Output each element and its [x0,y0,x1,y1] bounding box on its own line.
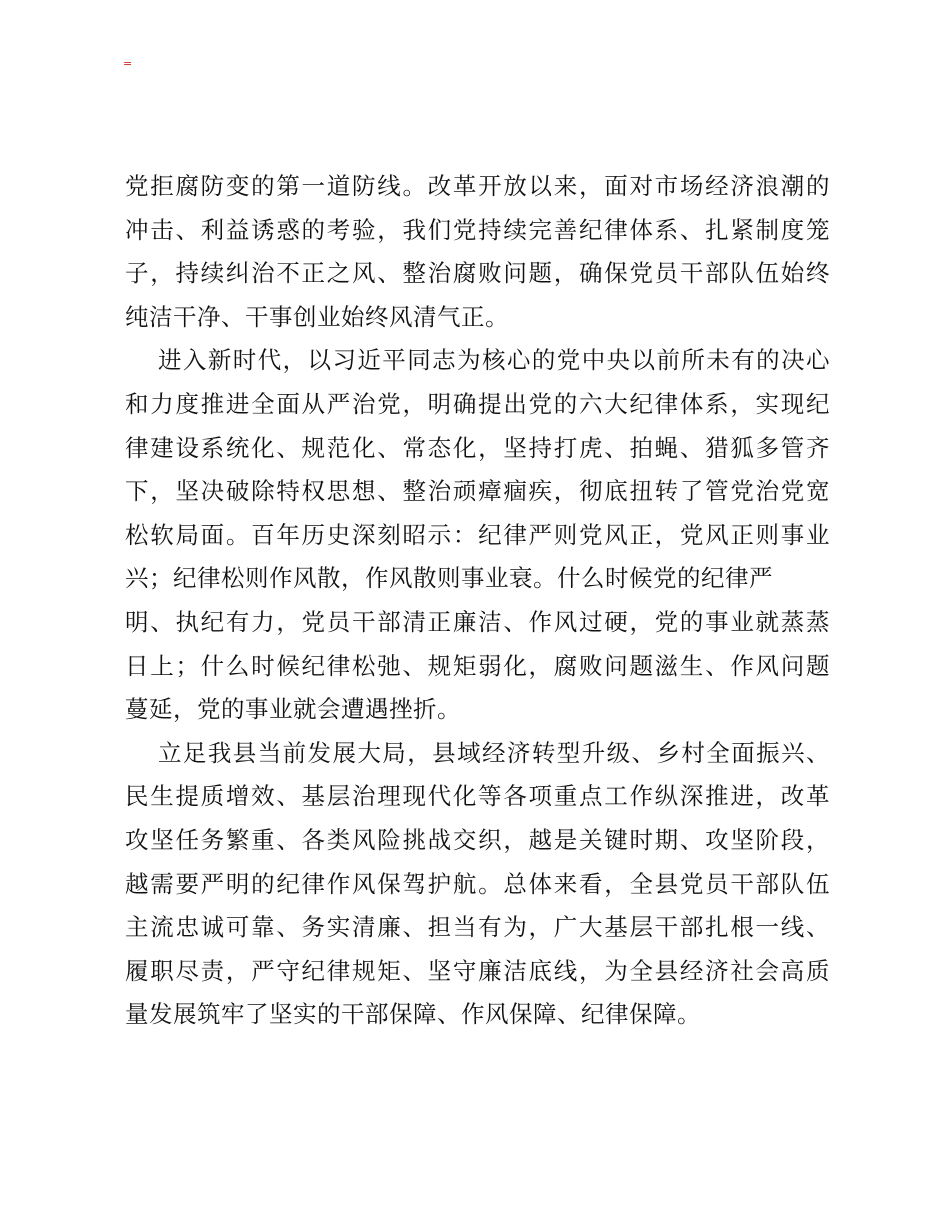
paragraph-county-situation [125,732,830,1037]
text-line: 律建设系统化、规范化、常态化，坚持打虎、拍蝇、猎狐多管齐 [125,433,830,462]
text-line: 履职尽责，严守纪律规矩、坚守廉洁底线，为全县经济社会高质 [125,956,830,985]
text-line: 日上；什么时候纪律松弛、规矩弱化，腐败问题滋生、作风问题 [125,651,830,680]
paragraph-continued [125,165,830,339]
text-line: 民生提质增效、基层治理现代化等各项重点工作纵深推进，改革 [125,782,830,811]
text-line: 冲击、利益诱惑的考验，我们党持续完善纪律体系、扎紧制度笼 [125,215,830,244]
page-marker: = [123,57,133,70]
text-line: 主流忠诚可靠、务实清廉、担当有为，广大基层干部扎根一线、 [125,913,830,942]
text-line: 兴；纪律松则作风散，作风散则事业衰。什么时候党的纪律严 [125,564,773,593]
text-line: 纯洁干净、干事创业始终风清气正。 [125,302,509,331]
text-line: 松软局面。百年历史深刻昭示：纪律严则党风正，党风正则事业 [125,520,830,549]
paragraph-new-era [125,339,830,731]
text-line: 和力度推进全面从严治党，明确提出党的六大纪律体系，实现纪 [125,389,830,418]
text-line: 下，坚决破除特权思想、整治顽瘴痼疾，彻底扭转了管党治党宽 [125,477,830,506]
text-line: 明、执纪有力，党员干部清正廉洁、作风过硬，党的事业就蒸蒸 [125,607,830,636]
text-line: 越需要严明的纪律作风保驾护航。总体来看，全县党员干部队伍 [125,869,830,898]
text-line: 量发展筑牢了坚实的干部保障、作风保障、纪律保障。 [125,1000,701,1029]
text-line: 党拒腐防变的第一道防线。改革开放以来，面对市场经济浪潮的 [125,172,830,200]
text-line: 攻坚任务繁重、各类风险挑战交织，越是关键时期、攻坚阶段， [125,825,830,854]
text-line: 蔓延，党的事业就会遭遇挫折。 [125,695,461,724]
text-line: 立足我县当前发展大局，县域经济转型升级、乡村全面振兴、 [158,738,830,767]
document-body [125,165,830,1037]
text-line: 进入新时代，以习近平同志为核心的党中央以前所未有的决心 [158,346,830,375]
text-line: 子，持续纠治不正之风、整治腐败问题，确保党员干部队伍始终 [125,259,830,288]
